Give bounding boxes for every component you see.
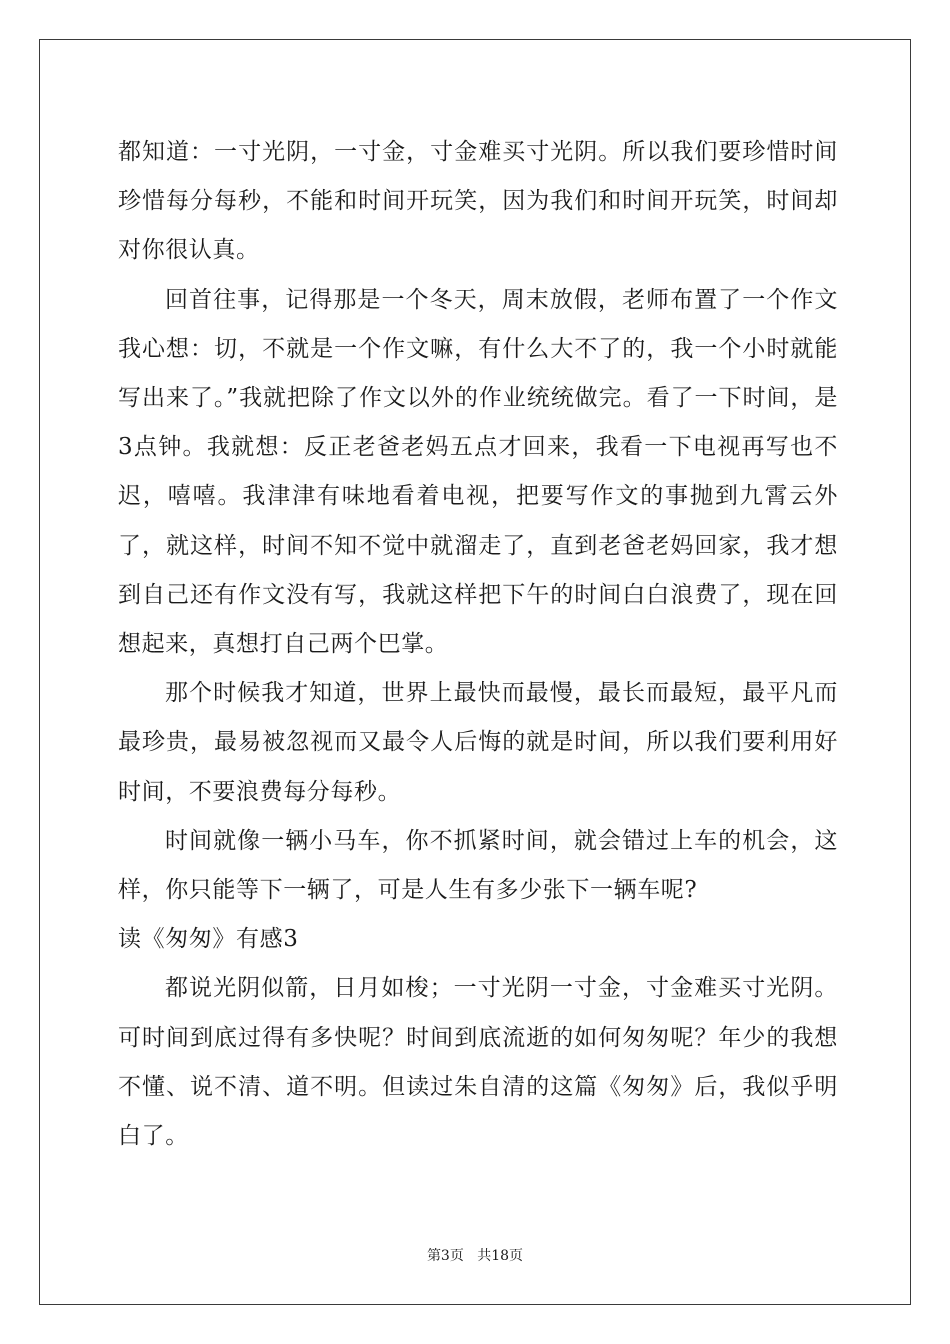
- document-body: [118, 128, 838, 1161]
- paragraph-3: 那个时候我才知道，世界上最快而最慢，最长而最短，最平凡而最珍贵，最易被忽视而又最令人后悔的就是时间，所以我们要利用好时间，不要浪费每分每秒。: [118, 680, 838, 805]
- paragraph-2: 回首往事，记得那是一个冬天，周末放假，老师布置了一个作文我心想：切，不就是一个作文嘛，有什么大不了的，我一个小时就能写出来了。”我就把除了作文以外的作业统统做完。看了一下时间，是3点钟。我就想：反正老爸老妈五点才回来，我看一下电视再写也不迟，嘻嘻。我津津有味地看着电视，把要写作文的事抛到九霄云外了，就这样，时间不知不觉中就溜走了，直到老爸老妈回家，我才想到自己还有作文没有写，我就这样把下午的时间白白浪费了，现在回想起来，真想打自己两个巴掌。: [118, 286, 838, 658]
- page-number: 第3页: [426, 1248, 464, 1264]
- page-total: 共18页: [477, 1248, 524, 1264]
- paragraph-1: 都知道：一寸光阴，一寸金，寸金难买寸光阴。所以我们要珍惜时间珍惜每分每秒，不能和时间开玩笑，因为我们和时间开玩笑，时间却对你很认真。: [118, 139, 838, 264]
- paragraph-4: 时间就像一辆小马车，你不抓紧时间，就会错过上车的机会，这样，你只能等下一辆了，可是人生有多少张下一辆车呢?: [118, 827, 838, 904]
- paragraph-5: 都说光阴似箭，日月如梭；一寸光阴一寸金，寸金难买寸光阴。可时间到底过得有多快呢？时间到底流逝的如何匆匆呢？年少的我想不懂、说不清、道不明。但读过朱自清的这篇《匆匆》后，我似乎明白了。: [118, 975, 838, 1150]
- section-heading: 读《匆匆》有感3: [118, 926, 299, 953]
- page-footer: [0, 1245, 950, 1265]
